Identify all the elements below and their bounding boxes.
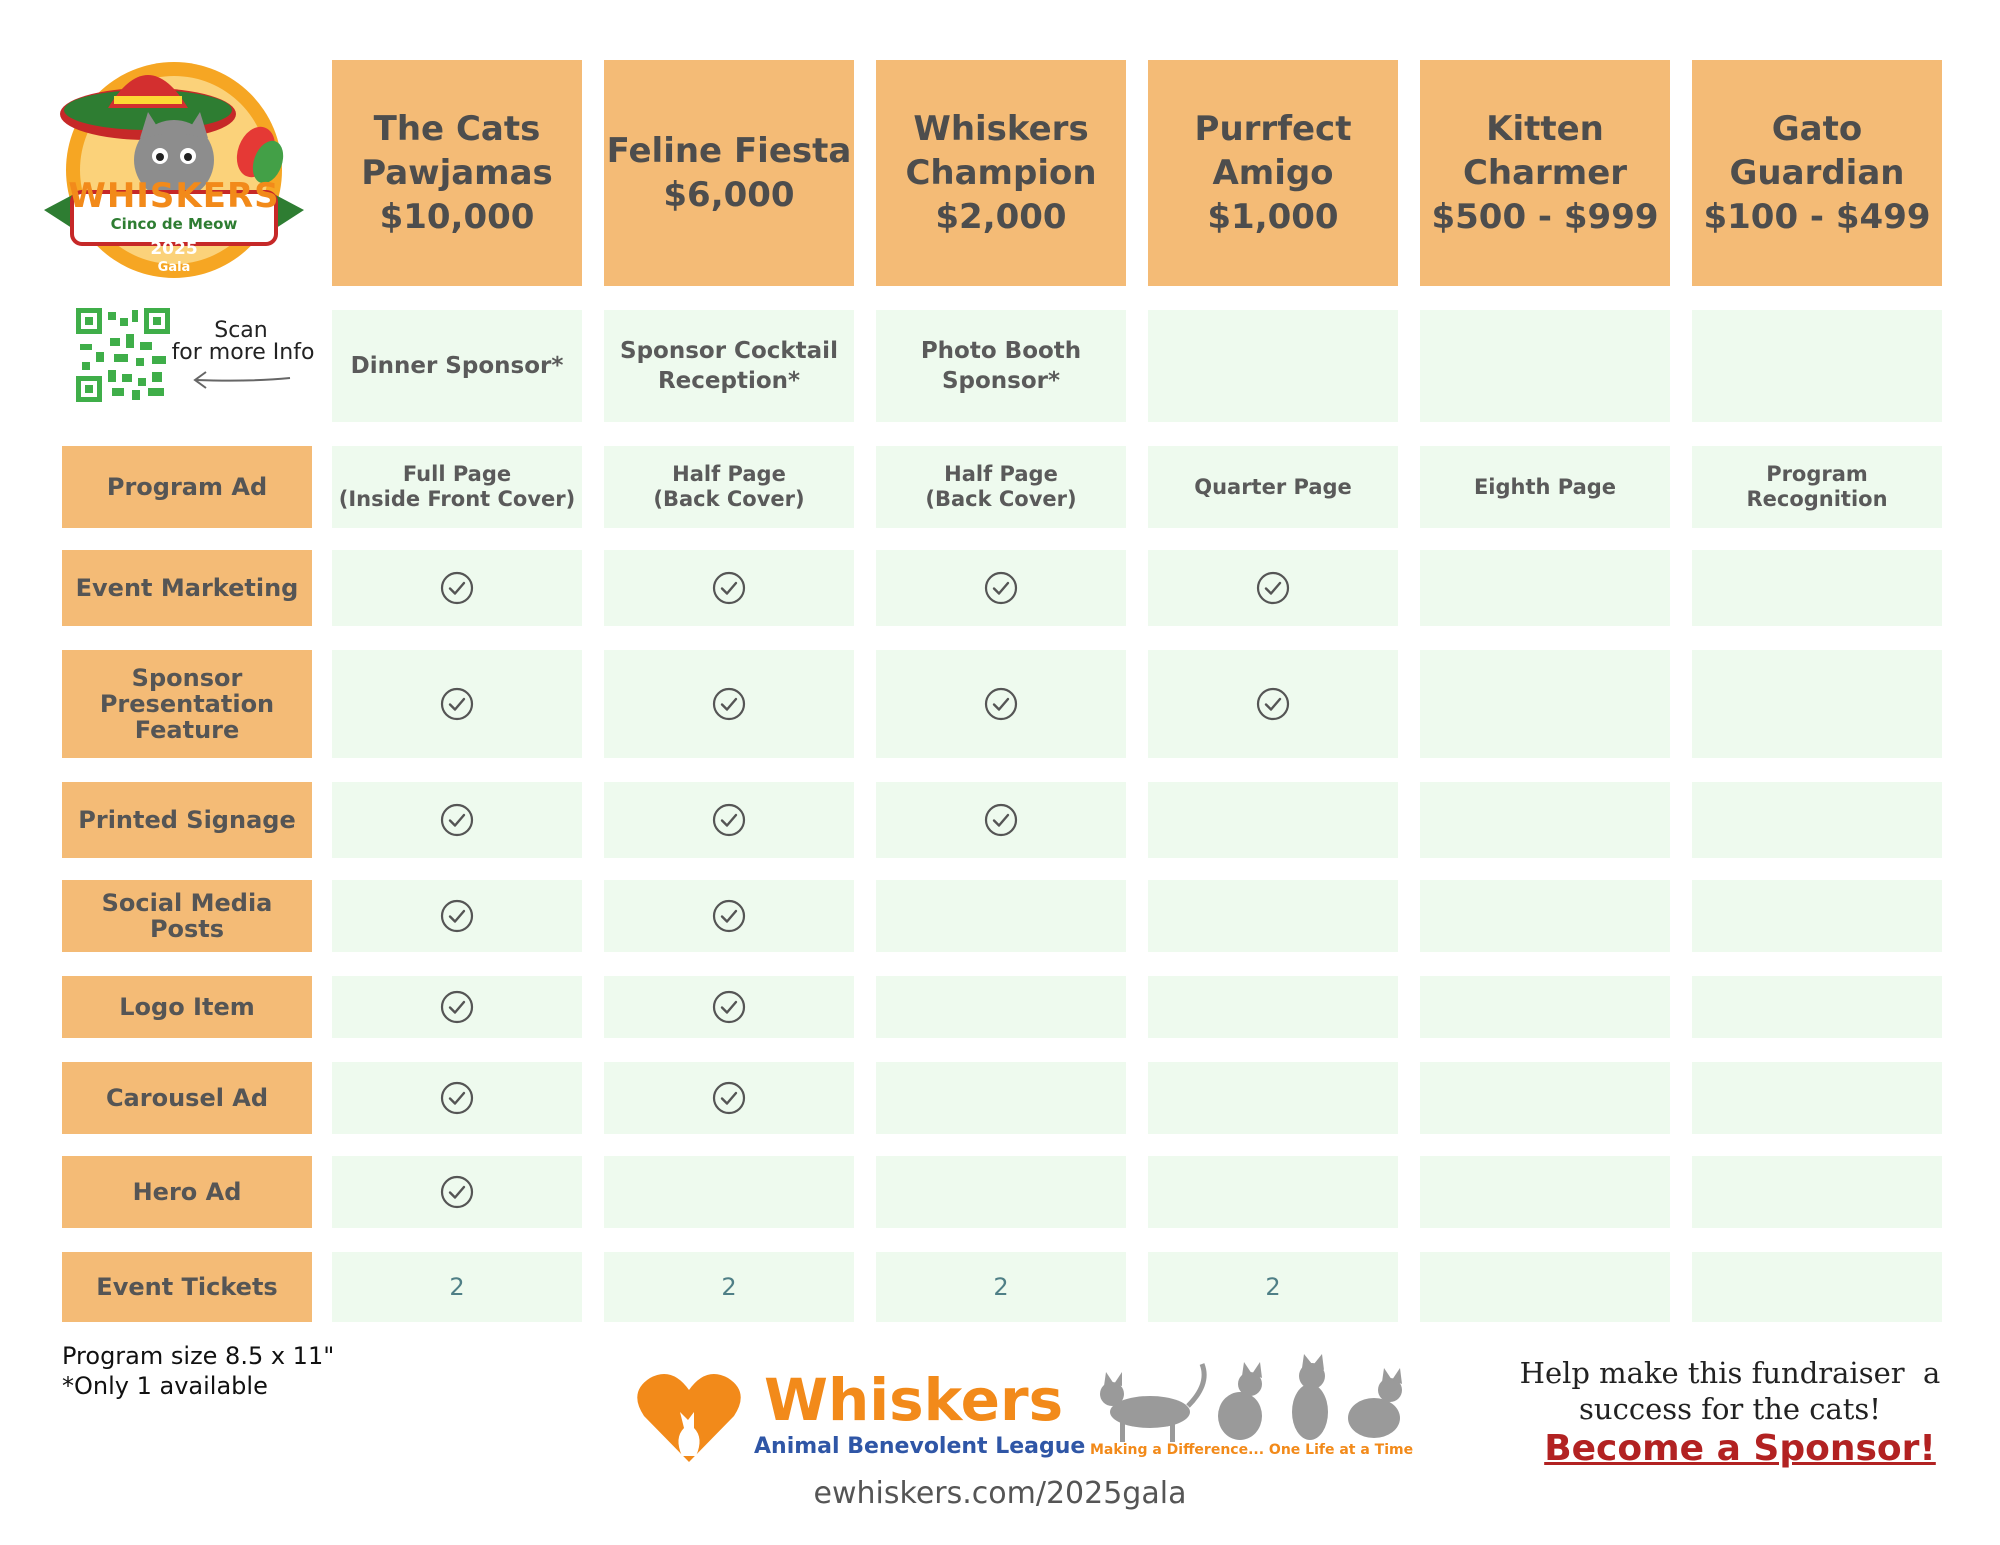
table-cell xyxy=(1148,976,1398,1038)
table-cell xyxy=(1420,650,1670,758)
table-cell xyxy=(332,976,582,1038)
table-cell xyxy=(1420,1156,1670,1228)
org-logo xyxy=(634,1366,1086,1468)
program-ad-size: Quarter Page xyxy=(1194,474,1352,499)
row-label: Program Ad xyxy=(106,473,268,501)
logo-event: Gala xyxy=(157,260,191,275)
table-cell xyxy=(1148,880,1398,952)
table-cell xyxy=(1692,550,1942,626)
tagline: Making a Difference... One Life at a Time xyxy=(1090,1442,1414,1458)
sponsorship-cell xyxy=(1420,310,1670,422)
table-cell xyxy=(1692,782,1942,858)
table-cell xyxy=(1692,1252,1942,1322)
table-cell xyxy=(604,1156,854,1228)
arrow-left-icon xyxy=(190,368,294,392)
check-circle-icon xyxy=(712,990,746,1024)
scan-label: Scan xyxy=(214,318,268,343)
become-sponsor-link[interactable]: Become a Sponsor! xyxy=(1544,1428,1936,1469)
table-cell xyxy=(1420,446,1670,528)
table-cell xyxy=(604,446,854,528)
sponsorship-cell xyxy=(1148,310,1398,422)
tier-header xyxy=(1148,60,1398,286)
row-label: Logo Item xyxy=(119,993,255,1021)
check-circle-icon xyxy=(712,571,746,605)
check-circle-icon xyxy=(712,803,746,837)
check-circle-icon xyxy=(984,571,1018,605)
table-cell xyxy=(604,550,854,626)
table-cell xyxy=(1148,550,1398,626)
row-label: Event Marketing xyxy=(75,574,299,602)
table-cell xyxy=(1148,650,1398,758)
tier-header xyxy=(1420,60,1670,286)
row-label: Printed Signage xyxy=(78,806,296,834)
check-circle-icon xyxy=(712,899,746,933)
logo-brand: WHISKERS xyxy=(68,176,280,216)
check-circle-icon xyxy=(1256,687,1290,721)
tier-name-line2: Charmer xyxy=(1462,153,1628,193)
tier-header xyxy=(604,60,854,286)
sponsorship-label: Photo Booth xyxy=(920,338,1082,364)
table-cell xyxy=(332,782,582,858)
tier-name-line1: Feline Fiesta xyxy=(606,131,852,171)
program-ad-size: Eighth Page xyxy=(1473,474,1617,499)
table-cell xyxy=(1420,1252,1670,1322)
tier-price: $2,000 xyxy=(935,197,1067,237)
check-circle-icon xyxy=(440,899,474,933)
ticket-count: 2 xyxy=(449,1272,465,1301)
table-cell xyxy=(604,880,854,952)
row-label: Event Tickets xyxy=(96,1273,278,1301)
program-ad-detail: Recognition xyxy=(1746,487,1888,511)
check-circle-icon xyxy=(440,803,474,837)
program-ad-size: Program xyxy=(1766,462,1868,486)
heart-cat-logo-icon xyxy=(634,1368,744,1468)
program-ad-size: Full Page xyxy=(402,462,512,486)
ticket-count: 2 xyxy=(993,1272,1009,1301)
logo-year: 2025 xyxy=(150,239,198,259)
org-subtitle: Animal Benevolent League xyxy=(754,1434,1086,1459)
table-cell xyxy=(332,880,582,952)
table-cell xyxy=(876,880,1126,952)
info-label: for more Info xyxy=(171,340,315,365)
qr-code-icon[interactable] xyxy=(76,308,170,402)
help-text-line1: Help make this fundraiser a xyxy=(1519,1356,1941,1390)
table-cell xyxy=(1420,550,1670,626)
table-cell xyxy=(332,550,582,626)
table-cell xyxy=(1692,880,1942,952)
sponsorship-label-line2: Reception* xyxy=(657,368,801,394)
ticket-count: 2 xyxy=(1265,1272,1281,1301)
program-ad-detail: (Inside Front Cover) xyxy=(338,487,576,511)
sponsorship-cell xyxy=(1692,310,1942,422)
check-circle-icon xyxy=(984,687,1018,721)
check-circle-icon xyxy=(712,687,746,721)
tier-name-line1: Kitten xyxy=(1486,109,1604,149)
gala-logo xyxy=(38,42,310,282)
table-cell xyxy=(876,782,1126,858)
table-cell xyxy=(332,650,582,758)
row-header xyxy=(62,976,312,1038)
row-label: Social Media Posts xyxy=(101,889,273,943)
table-cell xyxy=(1692,650,1942,758)
table-cell xyxy=(876,1062,1126,1134)
sponsorship-label: Sponsor Cocktail xyxy=(620,338,838,364)
tier-name-line1: Gato xyxy=(1771,109,1863,149)
sponsorship-cell xyxy=(604,310,854,422)
cat-silhouettes-icon xyxy=(1090,1354,1410,1444)
table-cell xyxy=(332,446,582,528)
tier-price: $10,000 xyxy=(379,197,535,237)
table-cell xyxy=(1420,1062,1670,1134)
program-ad-size: Half Page xyxy=(672,462,786,486)
sponsorship-cell xyxy=(332,310,582,422)
sponsorship-label-line2: Sponsor* xyxy=(941,368,1061,394)
row-header xyxy=(62,1062,312,1134)
ticket-count: 2 xyxy=(721,1272,737,1301)
table-cell xyxy=(604,1252,854,1322)
table-cell xyxy=(1420,880,1670,952)
tier-price: $6,000 xyxy=(663,175,795,215)
check-circle-icon xyxy=(712,1081,746,1115)
sponsorship-label: Dinner Sponsor* xyxy=(350,353,564,379)
row-label: Carousel Ad xyxy=(105,1084,269,1112)
table-cell xyxy=(604,650,854,758)
tier-name-line1: The Cats xyxy=(373,109,541,149)
tier-price: $500 - $999 xyxy=(1431,197,1659,237)
tier-name-line2: Amigo xyxy=(1212,153,1334,193)
table-cell xyxy=(604,1062,854,1134)
check-circle-icon xyxy=(440,1175,474,1209)
table-cell xyxy=(1692,1062,1942,1134)
table-cell xyxy=(1148,1156,1398,1228)
tier-name-line2: Champion xyxy=(905,153,1097,193)
program-ad-size: Half Page xyxy=(944,462,1058,486)
table-cell xyxy=(876,650,1126,758)
table-cell xyxy=(876,976,1126,1038)
table-cell xyxy=(604,782,854,858)
row-header xyxy=(62,650,312,758)
cat-silhouettes xyxy=(1090,1354,1414,1462)
row-label: Sponsor Presentation Feature xyxy=(99,664,275,744)
table-cell xyxy=(332,1062,582,1134)
org-name: Whiskers xyxy=(764,1366,1064,1434)
program-ad-detail: (Back Cover) xyxy=(925,487,1077,511)
only-one-note: *Only 1 available xyxy=(62,1372,268,1400)
check-circle-icon xyxy=(440,571,474,605)
sponsorship-cell xyxy=(876,310,1126,422)
table-cell xyxy=(1420,782,1670,858)
tier-name-line2: Guardian xyxy=(1729,153,1905,193)
table-cell xyxy=(1420,976,1670,1038)
check-circle-icon xyxy=(440,687,474,721)
table-cell xyxy=(604,976,854,1038)
table-cell xyxy=(876,1156,1126,1228)
program-ad-detail: (Back Cover) xyxy=(653,487,805,511)
table-cell xyxy=(332,1156,582,1228)
tier-name-line1: Whiskers xyxy=(913,109,1089,149)
table-cell xyxy=(332,1252,582,1322)
program-size-note: Program size 8.5 x 11" xyxy=(62,1342,335,1370)
check-circle-icon xyxy=(440,1081,474,1115)
table-cell xyxy=(1692,1156,1942,1228)
tier-name-line1: Purrfect xyxy=(1194,109,1352,149)
row-header xyxy=(62,550,312,626)
tier-header xyxy=(1692,60,1942,286)
check-circle-icon xyxy=(440,990,474,1024)
gala-url[interactable]: ewhiskers.com/2025gala xyxy=(813,1476,1187,1511)
table-cell xyxy=(876,446,1126,528)
row-header xyxy=(62,880,312,952)
table-cell xyxy=(1692,446,1942,528)
row-header xyxy=(62,1156,312,1228)
logo-subtitle: Cinco de Meow xyxy=(110,215,238,233)
table-cell xyxy=(1148,782,1398,858)
row-header xyxy=(62,446,312,528)
table-cell xyxy=(1148,446,1398,528)
table-cell xyxy=(1148,1062,1398,1134)
help-text-line2: success for the cats! xyxy=(1579,1392,1881,1426)
check-circle-icon xyxy=(1256,571,1290,605)
tier-header xyxy=(876,60,1126,286)
table-cell xyxy=(1692,976,1942,1038)
tier-name-line2: Pawjamas xyxy=(361,153,553,193)
tier-price: $1,000 xyxy=(1207,197,1339,237)
table-cell xyxy=(1148,1252,1398,1322)
row-header xyxy=(62,782,312,858)
check-circle-icon xyxy=(984,803,1018,837)
table-cell xyxy=(876,550,1126,626)
tier-price: $100 - $499 xyxy=(1703,197,1931,237)
row-header xyxy=(62,1252,312,1322)
table-cell xyxy=(876,1252,1126,1322)
row-label: Hero Ad xyxy=(132,1178,242,1206)
tier-header xyxy=(332,60,582,286)
